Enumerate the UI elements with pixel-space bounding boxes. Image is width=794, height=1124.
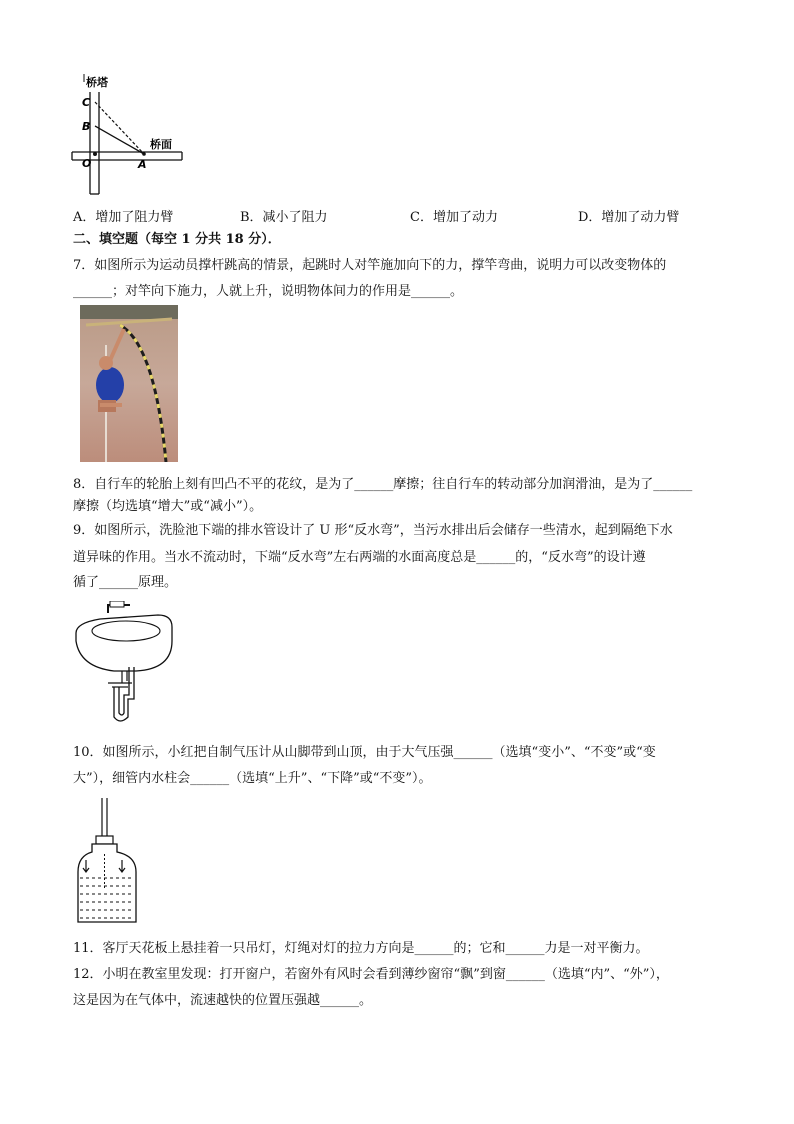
q10-line-2: 大”），细管内水柱会______（选填“上升”、“下降”或“不变”）。 <box>73 771 432 786</box>
q12-line-1: 12．小明在教室里发现：打开窗户，若窗外有风时会看到薄纱窗帘“飘”到窗______（选填“内”、“外”）， <box>73 967 669 982</box>
q6-option-d: D．增加了动力臂 <box>578 210 680 225</box>
q6-option-b: B．减小了阻力 <box>240 210 328 225</box>
section-heading: 二、填空题（每空 1 分共 18 分）． <box>73 232 281 247</box>
q6-option-a: A．增加了阻力臂 <box>73 210 174 225</box>
q8-line-1: 8．自行车的轮胎上刻有凹凸不平的花纹，是为了______摩擦；往自行车的转动部分加润滑油，是为了______ <box>73 477 693 492</box>
washbasin-u-trap-diagram <box>72 601 176 725</box>
point-o-label: O <box>82 157 92 170</box>
q7-line-2: ______；对竿向下施力，人就上升，说明物体间力的作用是______。 <box>73 284 464 299</box>
q9-line-1: 9．如图所示，洗脸池下端的排水管设计了 U 形“反水弯”，当污水排出后会储存一些清水，起到隔绝下水 <box>73 523 673 538</box>
q11-line-1: 11．客厅天花板上悬挂着一只吊灯，灯绳对灯的拉力方向是______的；它和______力是一对平衡力。 <box>73 941 649 956</box>
q12-line-2: 这是因为在气体中，流速越快的位置压强越______。 <box>73 993 373 1008</box>
point-b-label: B <box>82 120 91 133</box>
homemade-barometer-diagram <box>74 794 142 926</box>
point-c-label: C <box>82 96 91 109</box>
q6-option-c: C．增加了动力 <box>410 210 498 225</box>
q10-line-1: 10．如图所示，小红把自制气压计从山脚带到山顶，由于大气压强______（选填“变小”、“不变”或“变 <box>73 745 656 760</box>
q9-line-2: 道异味的作用。当水不流动时，下端“反水弯”左右两端的水面高度总是______的，“反水弯”的设计遵 <box>73 550 646 565</box>
q7-line-1: 7．如图所示为运动员撑杆跳高的情景，起跳时人对竿施加向下的力，撑竿弯曲，说明力可以改变物体的 <box>73 258 667 273</box>
deck-label: 桥面 <box>150 138 172 151</box>
tower-label: 桥塔 <box>86 76 108 89</box>
q9-line-3: 循了______原理。 <box>73 575 178 590</box>
q8-line-2: 摩擦（均选填“增大”或“减小”）。 <box>73 499 263 514</box>
point-a-label: A <box>138 158 147 171</box>
pole-vault-photo <box>80 305 178 462</box>
bridge-lever-diagram <box>68 70 188 198</box>
